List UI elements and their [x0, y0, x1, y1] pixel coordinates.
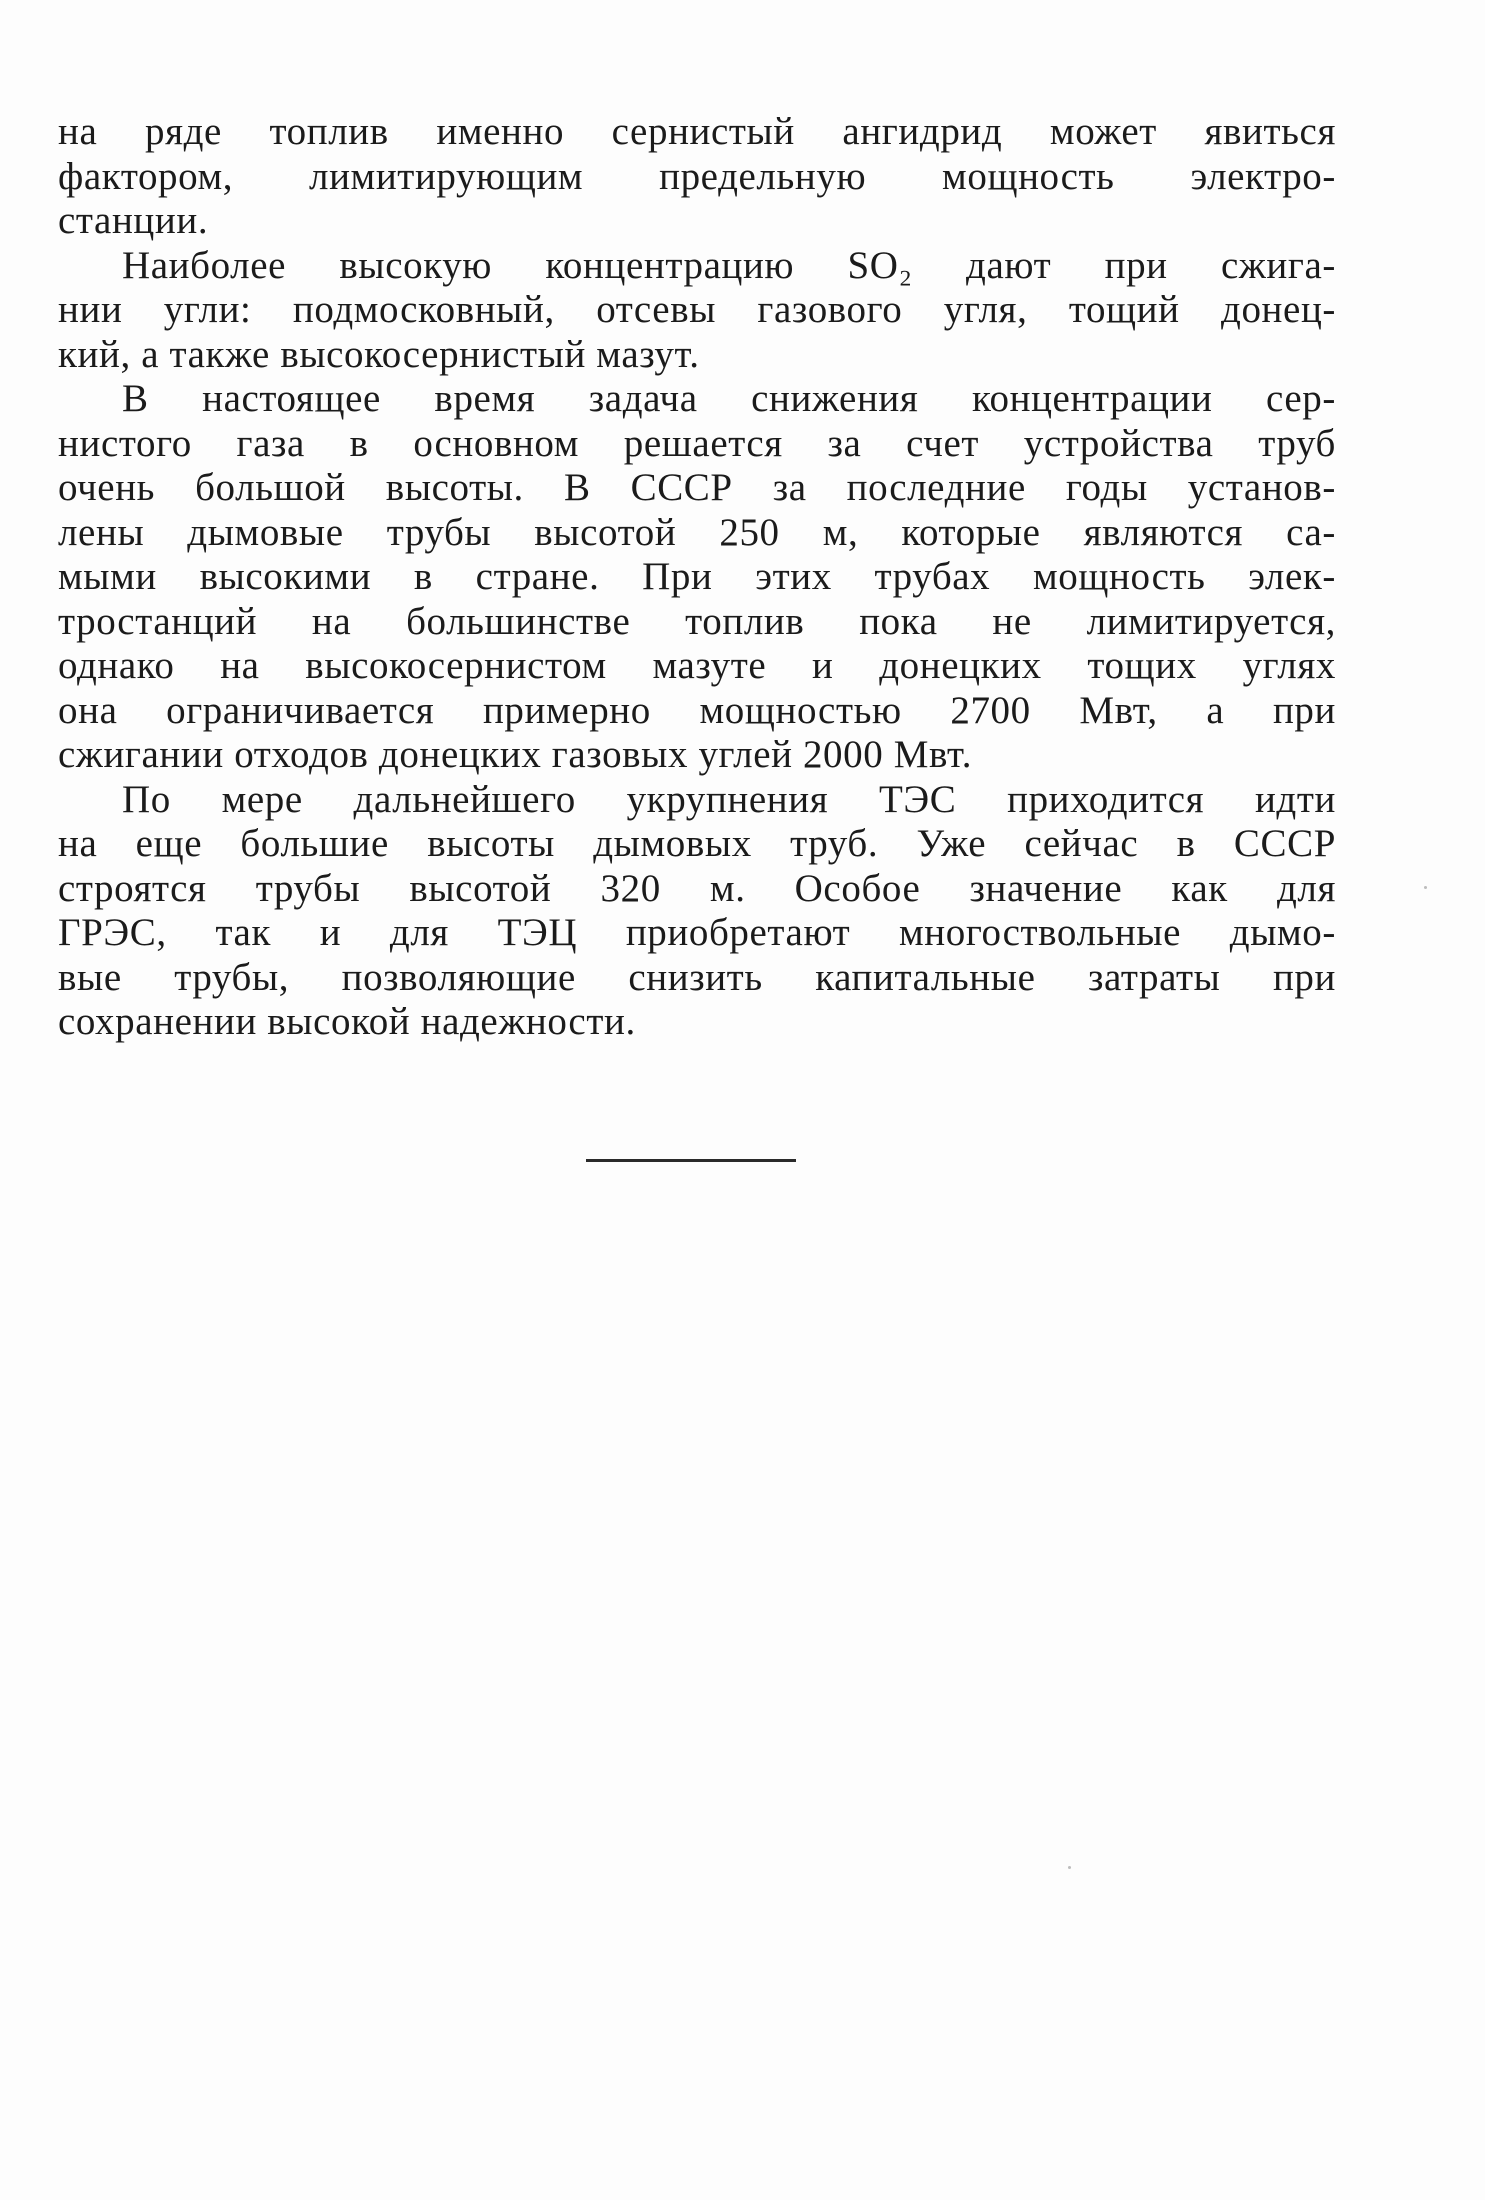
text-line: фактором, лимитирующим предельную мощность электро- — [58, 154, 1336, 198]
section-end-rule — [586, 1159, 796, 1162]
text-line: нистого газа в основном решается за счет устройства труб — [58, 421, 1336, 465]
text-line: вые трубы, позволяющие снизить капитальные затраты при — [58, 955, 1336, 999]
text-line: По мере дальнейшего укрупнения ТЭС приходится идти — [122, 777, 1336, 821]
text-line: В настоящее время задача снижения концентрации сер- — [122, 377, 1336, 420]
text-line: лены дымовые трубы высотой 250 м, которые являются са- — [58, 510, 1336, 554]
body-text — [58, 110, 1336, 1045]
text-line: кий, а также высокосернистый мазут. — [58, 332, 700, 376]
text-line: мыми высокими в стране. При этих трубах мощность элек- — [58, 555, 1336, 598]
text-line: на ряде топлив именно сернистый ангидрид может явиться — [58, 110, 1336, 153]
text-line: строятся трубы высотой 320 м. Особое значение как для — [58, 866, 1336, 910]
text-line: станции. — [58, 199, 209, 242]
text-line: она ограничивается примерно мощностью 2700 Мвт, а при — [58, 688, 1336, 732]
paragraph-so2-concentration — [58, 244, 1336, 378]
text-line: очень большой высоты. В СССР за последние годы установ- — [58, 466, 1336, 509]
text-line: Наиболее высокую концентрацию SO₂ дают при сжига- — [122, 243, 1336, 287]
text-line: сохранении высокой надежности. — [58, 1000, 636, 1043]
scan-speck — [1424, 886, 1427, 889]
paragraph-continuation — [58, 110, 1336, 244]
paragraph-stack-height — [58, 377, 1336, 778]
text-line: на еще большие высоты дымовых труб. Уже сейчас в СССР — [58, 822, 1336, 865]
text-line: однако на высокосернистом мазуте и донецких тощих углях — [58, 644, 1336, 687]
text-line: нии угли: подмосковный, отсевы газового угля, тощий донец- — [58, 288, 1336, 331]
paragraph-multi-flue-stacks — [58, 778, 1336, 1045]
text-line: сжигании отходов донецких газовых углей 2000 Мвт. — [58, 733, 973, 776]
scan-speck — [1068, 1866, 1071, 1869]
text-line: ГРЭС, так и для ТЭЦ приобретают многоствольные дымо- — [58, 911, 1336, 954]
text-line: тростанций на большинстве топлив пока не лимитируется, — [58, 599, 1336, 643]
